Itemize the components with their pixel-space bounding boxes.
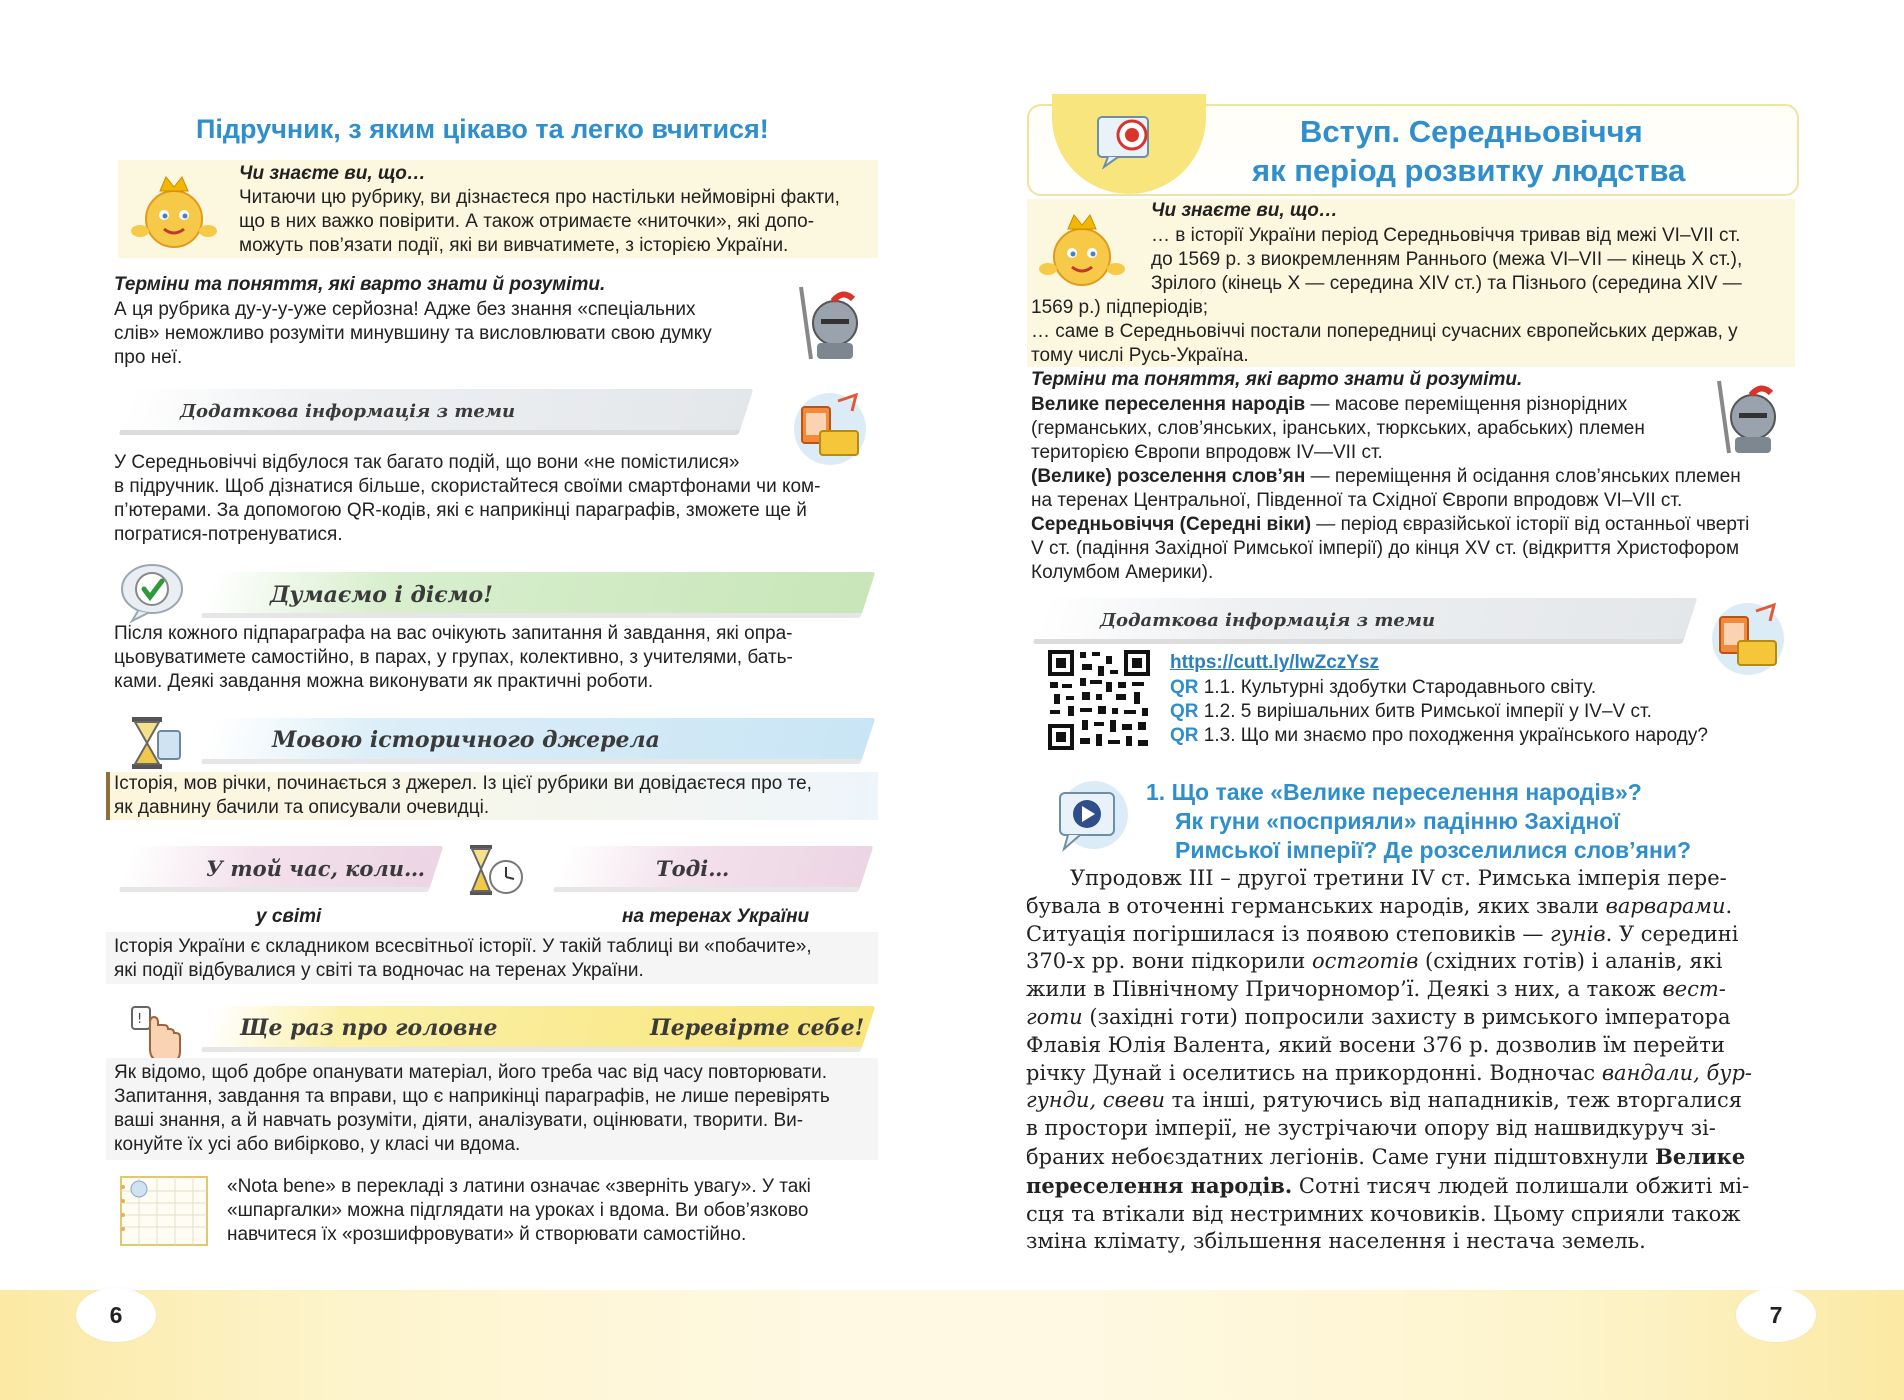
right-extra-ribbon-label: Додаткова інформація з теми — [1100, 610, 1436, 631]
clock-icon — [462, 840, 528, 900]
computer-icon — [1704, 596, 1788, 678]
time-text: Історія України є складником всесвітньої історії. У такій таблиці ви «побачите», які події відбувалися у світі та водночас на теренах України. — [114, 936, 812, 981]
chapter-title-line1: Вступ. Середньовіччя — [1300, 114, 1643, 149]
time-label-world: у світі — [256, 906, 322, 927]
section-body: Упродовж III – другої третини IV ст. Римська імперія пере- бувала в оточенні германських народів, яких звали варварами. Ситуація погіршилася із появою степовиків — гунів. У середині 370-х рр. вони підкорили остготів (східних готів) і аланів, які жили в Північному Причорномор’ї. Деякі з них, а також вест- готи (західні готи) попросили захисту в римського імператора Флавія Юлія Валента, який восени 376 р. дозволив їм перейти річку Дунай і оселитись на прикордонні. Водночас вандали, бур- гунди, свеви та інші, рятуючись від нападників, теж вторгалися в простори імперії, не зустрічаючи опору від нашвидкуруч зі- браних небоєздатних легіонів. Саме гуни підштовхнули Велике переселення народів. Сотні тисяч людей полишали обжиті мі- сця та втікали від нестримних кочовиків. Цьому сприяли також зміна клімату, збільшення населення і нестача земель. — [1026, 866, 1753, 1254]
right-know-text-full: 1569 р.) підперіодів; … саме в Середньовіччі постали попередниці сучасних європейських держав, у тому числі Русь-Україна. — [1031, 297, 1738, 366]
qr-list — [1170, 676, 1790, 748]
knight-icon — [784, 280, 870, 366]
princess-icon — [122, 168, 226, 252]
left-terms-heading: Терміни та поняття, які варто знати й розуміти. — [114, 274, 606, 295]
qr-link[interactable]: https://cutt.ly/lwZczYsz — [1170, 652, 1380, 673]
checkmark-bubble-icon — [116, 560, 190, 624]
qr-item[interactable]: QR 1.1. Культурні здобутки Стародавнього світу. — [1170, 677, 1597, 698]
summary-ribbon-left-label: Ще раз про головне — [240, 1015, 498, 1041]
page-number-left: 6 — [76, 1288, 156, 1342]
left-extra-ribbon-label: Додаткова інформація з теми — [180, 401, 516, 422]
svg-text:!: ! — [137, 1012, 143, 1027]
section-heading-line2: Як гуни «посприяли» падінню Західної — [1175, 808, 1620, 834]
notebook-icon — [116, 1172, 212, 1250]
pointing-hand-icon — [126, 1002, 186, 1066]
right-know-heading: Чи знаєте ви, що… — [1151, 200, 1338, 221]
time-ribbon-right-label: Тоді… — [656, 856, 730, 881]
qr-item[interactable]: QR 1.3. Що ми знаємо про походження українського народу? — [1170, 725, 1708, 746]
summary-ribbon-right-label: Перевірте себе! — [650, 1015, 865, 1041]
chapter-title-line2: як період розвитку людства — [1252, 153, 1686, 188]
nota-text: «Nota bene» в перекладі з латини означає «зверніть увагу». У такі «шпаргалки» можна підглядати на уроках і вдома. Ви обов’язково навчитеся їх «розшифровувати» й створювати самостійно. — [227, 1176, 811, 1245]
video-play-icon — [1044, 778, 1140, 858]
time-ribbon-left-label: У той час, коли… — [206, 856, 426, 881]
bottom-band — [0, 1290, 1904, 1400]
think-ribbon-label: Думаємо і діємо! — [270, 582, 493, 608]
qr-item[interactable]: QR 1.2. 5 вирішальних битв Римської імперії у IV–V ст. — [1170, 701, 1652, 722]
qr-code-icon[interactable] — [1046, 648, 1152, 752]
princess-icon — [1030, 206, 1134, 290]
source-text: Історія, мов річки, починається з джерел. Із цієї рубрики ви довідаєтеся про те, як давнину бачили та описували очевидці. — [114, 773, 812, 818]
hourglass-icon — [116, 712, 190, 774]
right-terms-heading: Терміни та поняття, які варто знати й розуміти. — [1031, 369, 1523, 390]
left-know-text: Читаючи цю рубрику, ви дізнаєтеся про настільки неймовірні факти, що в них важко повірити. А також отримаєте «ниточки», які допо- можуть пов’язати події, які ви вивчатимете, з історією України. — [239, 187, 840, 256]
source-ribbon-label: Мовою історичного джерела — [272, 727, 660, 753]
time-label-ukraine: на теренах України — [622, 906, 810, 927]
knight-icon — [1700, 374, 1790, 460]
section-heading-line3: Римської імперії? Де розселилися слов’яни? — [1175, 837, 1692, 863]
think-text: Після кожного підпараграфа на вас очікують запитання й завдання, які опра- цьовуватимете самостійно, в парах, у групах, колективно, з учителями, бать- ками. Деякі завдання можна виконувати як практичні роботи. — [114, 623, 793, 692]
left-extra-text: У Середньовіччі відбулося так багато подій, що вони «не помістилися» в підручник. Щоб дізнатися більше, скористайтеся своїми смартфонами чи ком- п’ютерами. За допомогою QR-кодів, які є наприкінці параграфів, зможете ще й погратися-потренуватися. — [114, 452, 821, 545]
left-know-heading: Чи знаєте ви, що… — [239, 163, 426, 184]
section-heading-line1: 1. Що таке «Велике переселення народів»? — [1146, 779, 1642, 805]
left-terms-text: А ця рубрика ду-у-у-уже серйозна! Адже без знання «спеціальних слів» неможливо розуміти минувшину та висловлювати свою думку про неї. — [114, 299, 712, 368]
page-number-right: 7 — [1736, 1288, 1816, 1342]
left-page-title: Підручник, з яким цікаво та легко вчитися! — [196, 114, 769, 144]
right-know-text-indented: … в історії України період Середньовіччя тривав від межі VI–VII ст. до 1569 р. з виокремленням Раннього (межа VI–VII — кінець X ст.), Зрілого (кінець X — середина XIV ст.) та Пізнього (середина XIV — — [1151, 225, 1743, 294]
target-icon — [1090, 110, 1168, 172]
summary-text: Як відомо, щоб добре опанувати матеріал, його треба час від часу повторювати. Запитання, завдання та вправи, що є наприкінці параграфів, не лише перевірять ваші знання, а й навчать розуміти, діяти, аналізувати, оцінювати, творити. Ви- конуйте їх усі або вибірково, у класі чи вдома. — [114, 1062, 830, 1155]
right-terms-text: Велике переселення народів — масове переміщення різнорідних (германських, слов’янських, іранських, тюркських, арабських) племен територією Європи впродовж IV—VII ст. (Велике) розселення слов’ян — переміщення й осідання слов’янських племен на теренах Центральної, Південної та Східної Європи впродовж VI–VII ст. Середньовіччя (Середні віки) — період євразійської історії від останньої чверті V ст. (падіння Західної Римської імперії) до кінця XV ст. (відкриття Христофором Колумбом Америки). — [1031, 394, 1750, 583]
